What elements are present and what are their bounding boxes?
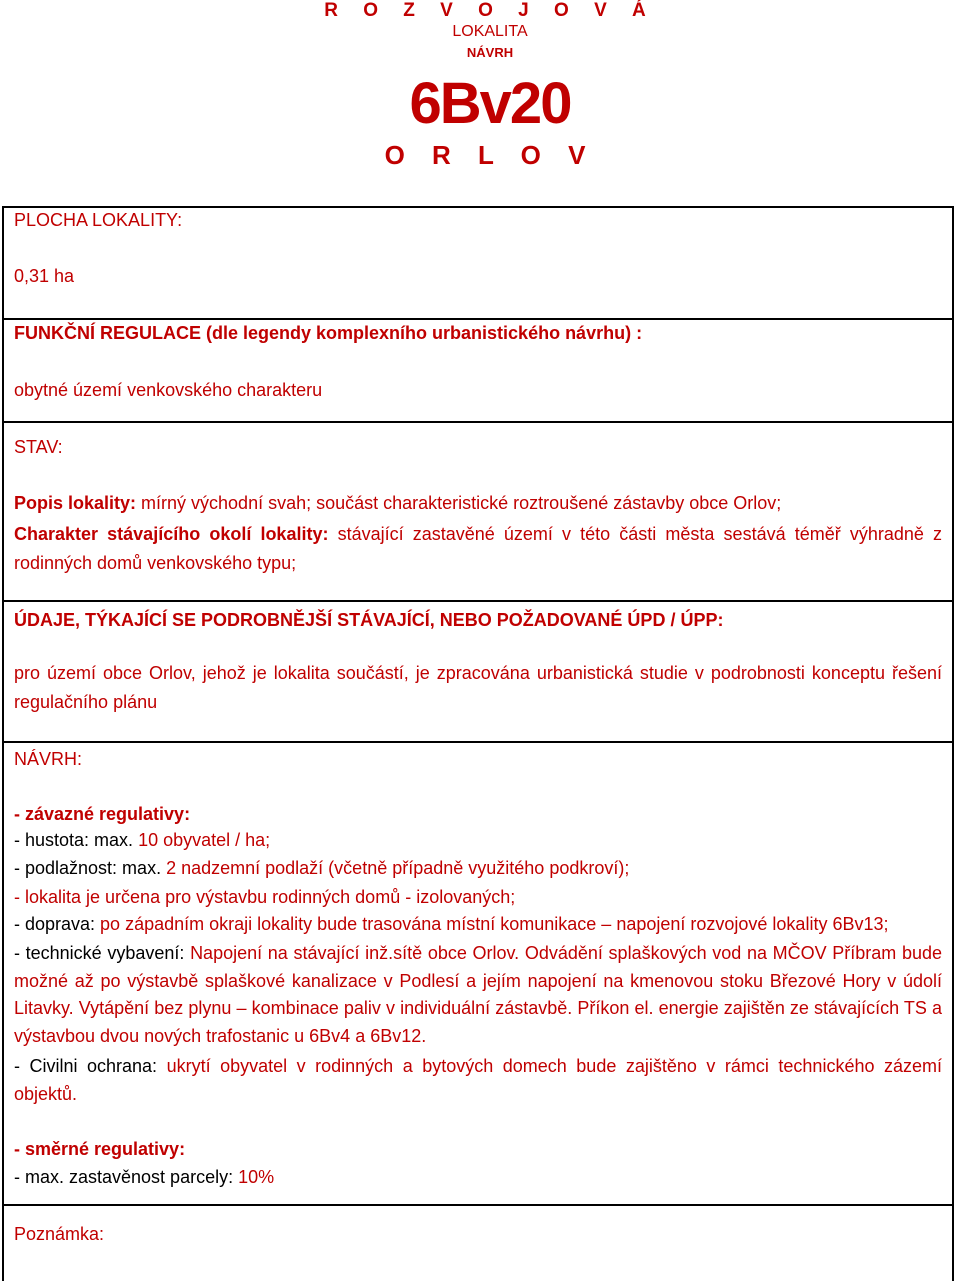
popis-text: mírný východní svah; součást charakteristické roztroušené zástavby obce Orlov; (136, 493, 782, 513)
technicke-value: Napojení na stávající inž.sítě obce Orlov. Odvádění splaškových vod na MČOV Příbram bude možné až po výstavbě splaškové kanalizace v Podlesí a jejím napojení na kmenovou stoku Březové Hory v údolí Litavky. Vytápění bez plynu – kombinace paliv v individuální zástavbě. Příkon el. energie zajištěn ze stávajících TS a výstavbou dvou nových trafostanic u 6Bv4 a 6Bv12. (14, 943, 942, 1046)
podlaznost-value: 2 nadzemní podlaží (včetně případně využitého podkroví); (166, 858, 630, 878)
header-line-lokalita: LOKALITA (452, 23, 528, 40)
technicke-paragraph (14, 940, 942, 1050)
header-line-navrh: NÁVRH (466, 45, 514, 60)
hustota-prefix: - hustota: max. (14, 830, 139, 850)
divider-udaje (2, 600, 954, 602)
zastavenost-prefix: - max. zastavěnost parcely: (14, 1167, 239, 1187)
hustota-line (14, 827, 942, 853)
podlaznost-line (14, 855, 942, 881)
divider-navrh (2, 741, 954, 743)
civilni-value: ukrytí obyvatel v rodinných a bytových domech bude zajištěno v rámci technického zázemí objektů. (14, 1056, 942, 1104)
hustota-value: 10 obyvatel / ha; (138, 830, 271, 850)
doprava-value: po západním okraji lokality bude trasována místní komunikace – napojení rozvojové lokality 6Bv13; (100, 914, 889, 934)
zastavenost-line (14, 1163, 942, 1192)
poznamka-label: Poznámka: (14, 1224, 105, 1244)
navrh-label: NÁVRH: (14, 749, 83, 769)
plocha-value: 0,31 ha (14, 266, 75, 286)
funkcni-value: obytné území venkovského charakteru (14, 380, 323, 400)
podlaznost-prefix: - podlažnost: max. (14, 858, 167, 878)
zastavenost-value: 10% (238, 1167, 275, 1187)
popis-label: Popis lokality: (14, 493, 137, 513)
charakter-label: Charakter stávajícího okolí lokality: (14, 524, 329, 544)
civilni-prefix: - Civilni ochrana: (14, 1056, 167, 1076)
civilni-paragraph (14, 1053, 942, 1108)
udaje-text: pro území obce Orlov, jehož je lokalita součástí, je zpracována urbanistická studie v podrobnosti konceptu řešení regulačního plánu (14, 663, 942, 712)
locality-code: 6Bv20 (409, 71, 571, 136)
udaje-label: ÚDAJE, TÝKAJÍCÍ SE PODROBNĚJŠÍ STÁVAJÍCÍ, NEBO POŽADOVANÉ ÚPD / ÚPP: (14, 610, 724, 630)
divider-poznamka (2, 1204, 954, 1206)
locality-form-frame (2, 206, 954, 1281)
doprava-line (14, 911, 942, 937)
locality-place: O R L O V (384, 140, 596, 170)
stav-label: STAV: (14, 437, 63, 457)
charakter-paragraph (14, 520, 942, 578)
plocha-label: PLOCHA LOKALITY: (14, 210, 183, 230)
technicke-prefix: - technické vybavení: (14, 943, 191, 963)
funkcni-label: FUNKČNÍ REGULACE (dle legendy komplexního urbanistického návrhu) : (14, 323, 643, 343)
divider-stav (2, 421, 954, 423)
smerne-label: - směrné regulativy: (14, 1139, 186, 1159)
header-line-rozvojova: R O Z V O J O V Á (324, 0, 656, 21)
doprava-prefix: - doprava: (14, 914, 101, 934)
zavazne-label: - závazné regulativy: (14, 804, 191, 824)
lokalita-line: - lokalita je určena pro výstavbu rodinných domů - izolovaných; (14, 887, 516, 907)
popis-line (14, 489, 942, 518)
charakter-text: stávající zastavěné území v této části města sestává téměř výhradně z rodinných domů venkovského typu; (14, 524, 943, 573)
